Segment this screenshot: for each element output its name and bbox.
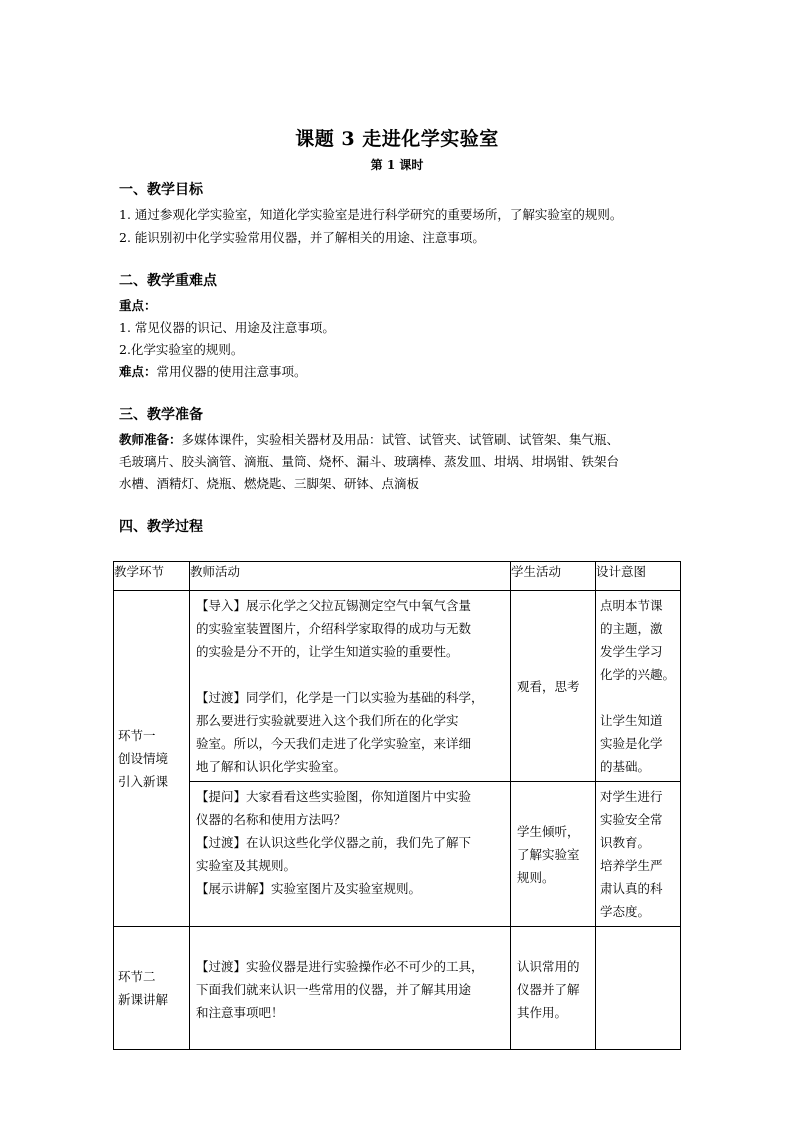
key-point-label: 重点： (119, 298, 157, 313)
intent-text-line: 实验是化学 (600, 736, 663, 751)
design-intent-cell (596, 591, 681, 782)
stage-label-line: 引入新课 (118, 774, 169, 789)
intent-text-line: 发学生学习 (600, 644, 663, 659)
teacher-text-line: 【提问】大家看看这些实验图，你知道图片中实验 (196, 789, 472, 804)
document-subtitle: 第 1 课时 (370, 158, 424, 172)
design-intent-cell (596, 927, 681, 1050)
teacher-activity-cell (190, 782, 511, 927)
table-header-row (114, 562, 681, 591)
header-design-intent: 设计意图 (596, 562, 681, 591)
teacher-text-line: 和注意事项吧！ (196, 1005, 284, 1020)
prep-line (119, 430, 619, 448)
teacher-text-line: 的实验是分不开的，让学生知道实验的重要性。 (196, 644, 459, 659)
key-point-item: 2.化学实验室的规则。 (119, 342, 244, 357)
stage-label-line: 新课讲解 (118, 992, 169, 1007)
prep-line: 毛玻璃片、胶头滴管、滴瓶、量筒、烧杯、漏斗、玻璃棒、蒸发皿、坩埚、坩埚钳、铁架台 (119, 454, 620, 469)
student-text-line: 仪器并了解 (517, 982, 580, 997)
objective-item: 1. 通过参观化学实验室，知道化学实验室是进行科学研究的重要场所，了解实验室的规则。 (119, 207, 623, 222)
stage-label-line: 创设情境 (118, 751, 169, 766)
header-student-activity: 学生活动 (511, 562, 596, 591)
prep-text: 多媒体课件，实验相关器材及用品：试管、试管夹、试管刷、试管架、集气瓶、 (181, 432, 620, 447)
intent-text-line: 化学的兴趣。 (600, 667, 676, 682)
teacher-text-line: 【导入】展示化学之父拉瓦锡测定空气中氧气含量 (196, 598, 472, 613)
student-activity-cell (511, 927, 596, 1050)
teacher-text-line: 【过渡】同学们，化学是一门以实验为基础的科学， (196, 690, 484, 705)
section-heading-preparation: 三、教学准备 (119, 407, 203, 423)
objective-item: 2. 能识别初中化学实验常用仪器，并了解相关的用途、注意事项。 (119, 230, 485, 245)
student-activity-cell (511, 591, 596, 782)
student-text-line: 学生倾听， (517, 823, 580, 839)
intent-text-line: 对学生进行 (600, 789, 663, 804)
teacher-activity-cell (190, 927, 511, 1050)
intent-text-line: 让学生知道 (600, 713, 663, 728)
stage-label-line: 环节二 (118, 969, 156, 984)
stage-label-cell (114, 591, 190, 927)
teacher-text-line: 地了解和认识化学实验室。 (196, 759, 347, 774)
intent-text-line: 点明本节课 (600, 598, 663, 613)
intent-text-line: 实验安全常 (600, 812, 663, 827)
intent-text (596, 927, 680, 933)
teacher-text-line: 【过渡】在认识这些化学仪器之前，我们先了解下 (196, 835, 472, 850)
header-teacher-activity: 教师活动 (190, 562, 511, 591)
intent-text-line: 的主题，激 (600, 621, 663, 636)
student-text-line: 认识常用的 (517, 959, 580, 974)
difficult-point-text: 常用仪器的使用注意事项。 (156, 364, 307, 379)
table-row (114, 591, 681, 782)
intent-text-line: 肃认真的科 (600, 881, 663, 896)
table-row (114, 782, 681, 927)
intent-text-line: 培养学生严 (600, 858, 663, 873)
teacher-text-line: 仪器的名称和使用方法吗？ (196, 812, 347, 827)
teacher-text-line: 实验室及其规则。 (196, 858, 297, 873)
difficult-point-line (119, 362, 307, 380)
lesson-process-table (113, 561, 681, 1050)
student-text-line: 规则。 (517, 869, 555, 885)
teacher-activity-cell (190, 591, 511, 782)
prep-label: 教师准备： (119, 432, 182, 447)
intent-text-line: 识教育。 (600, 835, 651, 850)
student-text-line: 其作用。 (517, 1005, 568, 1020)
key-point-item: 1. 常见仪器的识记、用途及注意事项。 (119, 320, 335, 335)
student-text-line: 了解实验室 (517, 846, 580, 862)
difficult-point-label: 难点： (119, 364, 157, 379)
header-stage: 教学环节 (114, 562, 190, 591)
table-row (114, 927, 681, 1050)
prep-line: 水槽、酒精灯、烧瓶、燃烧匙、三脚架、研钵、点滴板 (119, 476, 420, 491)
section-heading-process: 四、教学过程 (119, 519, 203, 535)
teacher-text-line: 【展示讲解】实验室图片及实验室规则。 (196, 881, 422, 896)
stage-label-line: 环节一 (118, 728, 156, 743)
section-heading-objectives: 一、教学目标 (119, 182, 203, 198)
teacher-text-line: 【过渡】实验仪器是进行实验操作必不可少的工具， (196, 959, 484, 974)
intent-text-line: 的基础。 (600, 759, 651, 774)
teacher-text-line: 的实验室装置图片，介绍科学家取得的成功与无数 (196, 621, 472, 636)
section-heading-key-points: 二、教学重难点 (119, 273, 217, 289)
teacher-text-line: 验室。所以，今天我们走进了化学实验室，来详细 (196, 736, 472, 751)
intent-text-line: 学态度。 (600, 904, 651, 919)
teacher-text-line: 那么要进行实验就要进入这个我们所在的化学实 (196, 713, 459, 728)
student-activity-cell (511, 782, 596, 927)
student-text: 观看，思考 (517, 678, 580, 694)
design-intent-cell (596, 782, 681, 927)
stage-label-cell (114, 927, 190, 1050)
teacher-text-line: 下面我们就来认识一些常用的仪器，并了解其用途 (196, 982, 472, 997)
document-title: 课题 3 走进化学实验室 (295, 128, 499, 150)
